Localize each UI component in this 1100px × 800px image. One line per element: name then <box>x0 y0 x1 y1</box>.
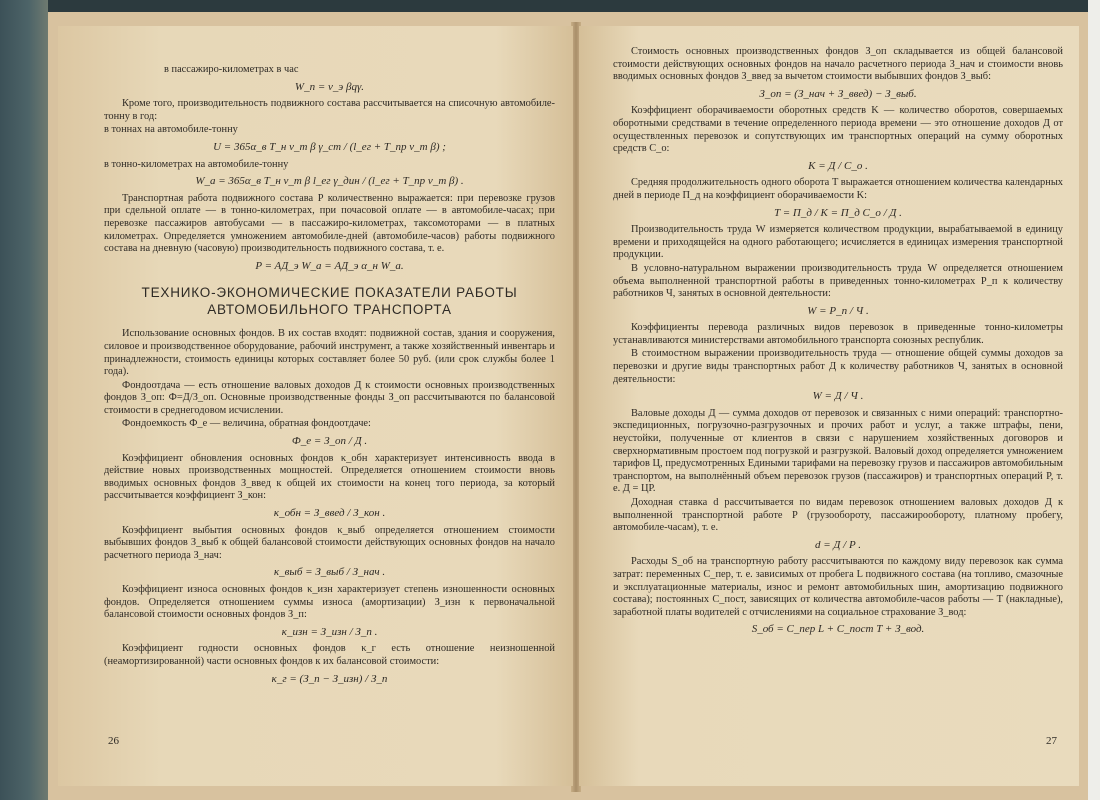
formula: Ф_е = З_оп / Д . <box>291 435 368 448</box>
background-right <box>1088 0 1100 800</box>
formula: K = Д / С_о . <box>808 159 868 172</box>
open-book <box>48 12 1088 800</box>
paragraph: Коэффициент обновления основных фондов κ_обн характеризует интенсивность ввода в действие новых производственных мощностей. Определяется отношением стоимости вновь вводимых основных фондов З_введ к общей их стоимости на конец того периода, за который рассчитывается коэффициент З_кон: <box>104 452 555 502</box>
formula: κ_г = (З_п − З_изн) / З_п <box>271 672 388 685</box>
formula: d = Д / P . <box>815 538 861 551</box>
formula: W = Д / Ч . <box>812 390 864 403</box>
paragraph: Коэффициент выбытия основных фондов κ_выб определяется отношением стоимости выбывших фондов З_выб к общей балансовой стоимости действующих основных фондов на начало расчетного периода З_нач: <box>104 524 555 561</box>
paragraph: Стоимость основных производственных фондов З_оп складывается из общей балансовой стоимости действующих основных фондов на начало расчетного периода З_нач и стоимости вновь вводимых основных фондов З_введ за вычетом стоимости выбывших фондов З_выб: <box>613 46 1063 83</box>
paragraph: Валовые доходы Д — сумма доходов от перевозок и связанных с ними операций: транспортно-экспедиционных, погрузочно-разгрузочных и прочих работ и услуг, а также штрафы, пени, неустойки, полученные от клиентов в связи с нарушением хозяйственных договоров и сверхнормативным простоем под погрузкой и разгрузкой. Валовый доход определяется умножением тарифов Ц, предусмотренных Едиными тарифами на перевозку грузов и пассажиров автомобильным транспортом, на выполнённый объем перевозок грузов (пассажиров) и транспортных операций P, т. е. Д = ЦР. <box>613 407 1063 495</box>
paragraph: Коэффициенты перевода различных видов перевозок в приведенные тонно-километры устанавливаются министерствами автомобильного транспорта союзных республик. <box>613 322 1063 346</box>
formula: W_а = 365α_в T_н v_т β l_ег γ_дин / (l_ег + T_пр v_т β) . <box>195 175 464 188</box>
paragraph: Фондоемкость Ф_е — величина, обратная фондоотдаче: <box>122 418 371 430</box>
paragraph: Кроме того, производительность подвижного состава рассчитывается на списочную автомобиле-тонну в год: <box>104 98 555 122</box>
heading-line-1: ТЕХНИКО-ЭКОНОМИЧЕСКИЕ ПОКАЗАТЕЛИ РАБОТЫ <box>141 285 518 301</box>
paragraph: Коэффициент годности основных фондов κ_г есть отношение неизношенной (неамортизированной) части основных фондов к их балансовой стоимости: <box>104 643 555 667</box>
paragraph: Транспортная работа подвижного состава P количественно выражается: при перевозке грузов при сдельной оплате — в тонно-километрах, при почасовой оплате — в автомобиле-часах; при перевозке пассажиров автобусами — в пассажиро-километрах, таксомоторами — в платных километрах. Определяется умножением автомобиле-дней (автомобиле-часов) работы подвижного состава на дневную (часовую) производительность подвижного состава, т. е. <box>104 192 555 255</box>
formula: W = P_п / Ч . <box>807 304 869 317</box>
formula: P = AД_э W_а = AД_э α_н W_а. <box>255 259 404 272</box>
paragraph: Доходная ставка d рассчитывается по видам перевозок отношением валовых доходов Д к выполненной транспортной работе P (грузообороту, пассажирообороту, платному пробегу, автомобиле-часам), т. е. <box>613 497 1063 534</box>
formula: З_оп = (З_нач + З_введ) − З_выб. <box>759 87 917 100</box>
paragraph: Расходы S_об на транспортную работу рассчитываются по каждому виду перевозок как сумма затрат: переменных C_пер, т. е. зависимых от пробега L подвижного состава (на топливо, смазочные и эксплуатационные материалы, износ и ремонт автомобильных шин, амортизацию подвижного состава); постоянных C_пост, зависящих от количества автомобиле-часов работы — T (накладные), заработной платы водителей с отчислениями на социальное страхование З_вод: <box>613 556 1063 618</box>
formula: S_об = C_пер L + C_пост T + З_вод. <box>751 623 925 636</box>
right-page <box>579 26 1079 786</box>
formula: κ_обн = З_введ / З_кон . <box>273 507 386 520</box>
text-line: в тонно-километрах на автомобиле-тонну <box>104 158 289 170</box>
paragraph: Производительность труда W измеряется количеством продукции, вырабатываемой в единицу времени и приходящейся на одного работающего; исчисляется в единицах измерения транспортной продукции. <box>613 224 1063 261</box>
paragraph: Коэффициент оборачиваемости оборотных средств K — количество оборотов, совершаемых оборотными средствами в течение определенного периода времени — это отношение доходов Д от осуществленных перевозок и сопутствующих им транспортных операций на сумму оборотных средств С_о: <box>613 105 1063 155</box>
text-line: в тоннах на автомобиле-тонну <box>104 124 238 136</box>
section-heading <box>104 284 555 318</box>
page-number: 27 <box>1046 735 1057 748</box>
background-left <box>0 0 48 800</box>
page-number: 26 <box>108 735 119 748</box>
paragraph: Фондоотдача — есть отношение валовых доходов Д к стоимости основных производственных фондов З_оп: Ф=Д/З_оп. Основные производственные фонды З_оп рассчитываются по балансовой стоимости в среднегодовом исчислении. <box>104 379 555 416</box>
formula: U = 365α_в T_н v_т β γ_ст / (l_ег + T_пр v_т β) ; <box>213 140 446 153</box>
formula: W_п = v_э βqγ. <box>294 80 365 93</box>
formula: κ_изн = З_изн / З_п . <box>281 625 378 638</box>
formula: T = П_д / K = П_д С_о / Д . <box>774 206 902 219</box>
formula: κ_выб = З_выб / З_нач . <box>273 566 386 579</box>
text-line: в пассажиро-километрах в час <box>164 64 299 75</box>
paragraph: Средняя продолжительность одного оборота T выражается отношением количества календарных дней в периоде П_д на коэффициент оборачиваемости K: <box>613 177 1063 201</box>
paragraph: В стоимостном выражении производительность труда — отношение общей суммы доходов за перевозки и другие виды транспортных работ Д к количеству работников Ч, занятых в основной деятельности: <box>613 348 1063 385</box>
paragraph: Использование основных фондов. В их состав входят: подвижной состав, здания и сооружения, силовое и производственное оборудование, рабочий инструмент, а также хозяйственный инвентарь и принадлежности, стоимость единицы которых составляет более 50 руб. (или срок службы более 1 года). <box>104 328 555 378</box>
left-page <box>58 26 573 786</box>
heading-line-2: АВТОМОБИЛЬНОГО ТРАНСПОРТА <box>207 302 452 318</box>
paragraph: Коэффициент износа основных фондов κ_изн характеризует степень изношенности основных фондов. Определяется отношением суммы износа (амортизации) З_изн к первоначальной балансовой стоимости основных фондов З_п: <box>104 584 555 621</box>
paragraph: В условно-натуральном выражении производительность труда W определяется отношением объема выполненной транспортной работы в приведенных тонно-километрах P_п к количеству работников Ч, занятых в основной деятельности: <box>613 262 1063 300</box>
background-top <box>0 0 1100 12</box>
